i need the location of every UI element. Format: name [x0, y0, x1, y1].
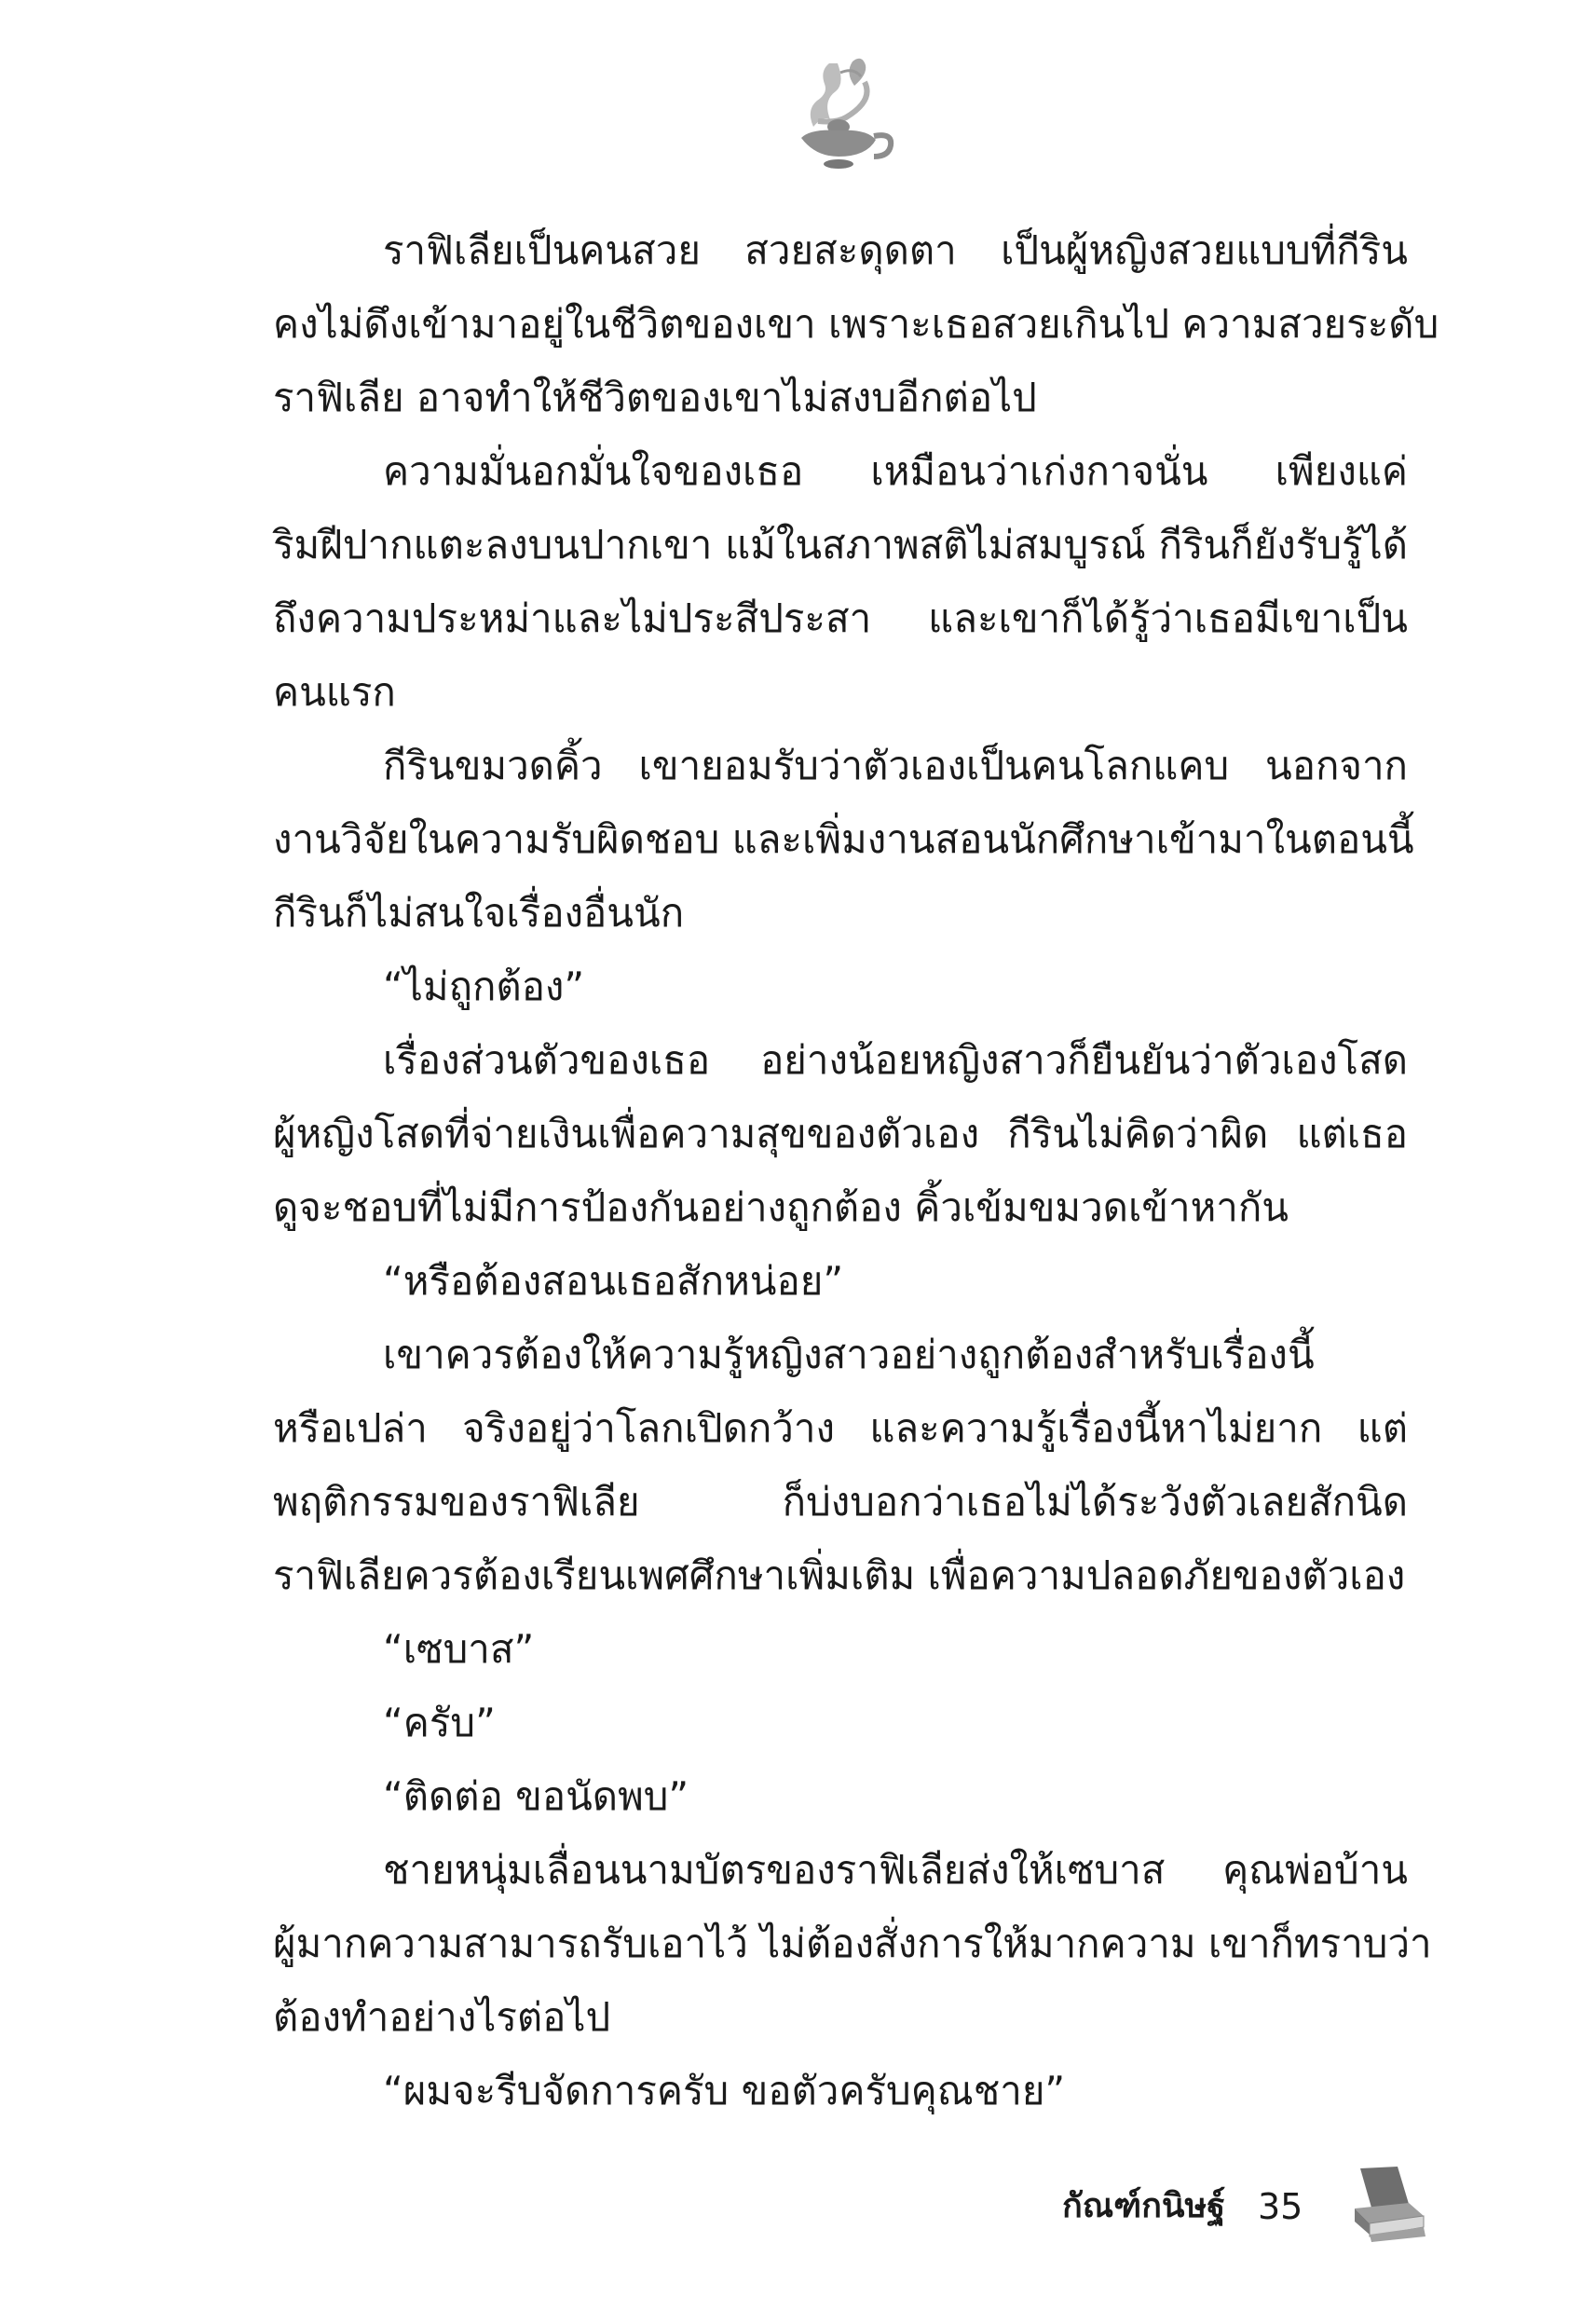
page-number: 35 — [1258, 2186, 1303, 2227]
text-line: หรือเปล่า จริงอยู่ว่าโลกเปิดกว้าง และความรู้เรื่องนี้หาไม่ยาก แต่ — [273, 1405, 1408, 1451]
text-line: งานวิจัยในความรับผิดชอบ และเพิ่มงานสอนนักศึกษาเข้ามาในตอนนี้ — [273, 816, 1414, 862]
text-line: กีรินก็ไม่สนใจเรื่องอื่นนัก — [273, 890, 685, 936]
text-line: เรื่องส่วนตัวของเธอ อย่างน้อยหญิงสาวก็ยืนยันว่าตัวเองโสด — [383, 1037, 1408, 1083]
text-line: ดูจะชอบที่ไม่มีการป้องกันอย่างถูกต้อง คิ้วเข้มขมวดเข้าหากัน — [273, 1184, 1289, 1230]
text-line: ความมั่นอกมั่นใจของเธอ เหมือนว่าเก่งกาจนั่น เพียงแค่ — [383, 448, 1408, 494]
text-line: ผู้หญิงโสดที่จ่ายเงินเพื่อความสุขของตัวเอง กีรินไม่คิดว่าผิด แต่เธอ — [273, 1111, 1408, 1156]
text-line: ราฟิเลีย อาจทำให้ชีวิตของเขาไม่สงบอีกต่อไป — [273, 375, 1037, 420]
text-line: “ผมจะรีบจัดการครับ ขอตัวครับคุณชาย” — [383, 2068, 1066, 2113]
book-stack-icon — [1351, 2164, 1430, 2243]
body-text — [273, 213, 1439, 2127]
text-line: ราฟิเลียเป็นคนสวย สวยสะดุดตา เป็นผู้หญิงสวยแบบที่กีริน — [383, 227, 1408, 273]
text-line: ต้องทำอย่างไรต่อไป — [273, 1994, 611, 2040]
text-line: “ติดต่อ ขอนัดพบ” — [383, 1773, 689, 1819]
text-line: กีรินขมวดคิ้ว เขายอมรับว่าตัวเองเป็นคนโลกแคบ นอกจาก — [383, 743, 1408, 788]
text-line: “หรือต้องสอนเธอสักหน่อย” — [383, 1258, 844, 1304]
text-line: เขาควรต้องให้ความรู้หญิงสาวอย่างถูกต้องสำหรับเรื่องนี้ — [383, 1332, 1315, 1377]
text-line: พฤติกรรมของราฟิเลีย ก็บ่งบอกว่าเธอไม่ได้ระวังตัวเลยสักนิด — [273, 1479, 1408, 1525]
text-line: คงไม่ดึงเข้ามาอยู่ในชีวิตของเขา เพราะเธอสวยเกินไป ความสวยระดับ — [273, 301, 1439, 347]
text-line: ราฟิเลียควรต้องเรียนเพศศึกษาเพิ่มเติม เพื่อความปลอดภัยของตัวเอง — [273, 1552, 1406, 1598]
genie-lamp-cupid-icon — [773, 54, 899, 175]
text-line: “ครับ” — [383, 1700, 496, 1745]
text-line: ริมฝีปากแตะลงบนปากเขา แม้ในสภาพสติไม่สมบูรณ์ กีรินก็ยังรับรู้ได้ — [273, 522, 1408, 567]
text-line: ชายหนุ่มเลื่อนนามบัตรของราฟิเลียส่งให้เซบาส คุณพ่อบ้าน — [383, 1847, 1408, 1893]
footer-author: กัณฑ์กนิษฐ์ — [1062, 2187, 1226, 2225]
text-line: ผู้มากความสามารถรับเอาไว้ ไม่ต้องสั่งการให้มากความ เขาก็ทราบว่า — [273, 1921, 1432, 1966]
text-line: “เซบาส” — [383, 1626, 535, 1672]
text-line: ถึงความประหม่าและไม่ประสีประสา และเขาก็ได้รู้ว่าเธอมีเขาเป็น — [273, 595, 1408, 641]
text-line: คนแรก — [273, 669, 396, 715]
text-line: “ไม่ถูกต้อง” — [383, 964, 585, 1009]
